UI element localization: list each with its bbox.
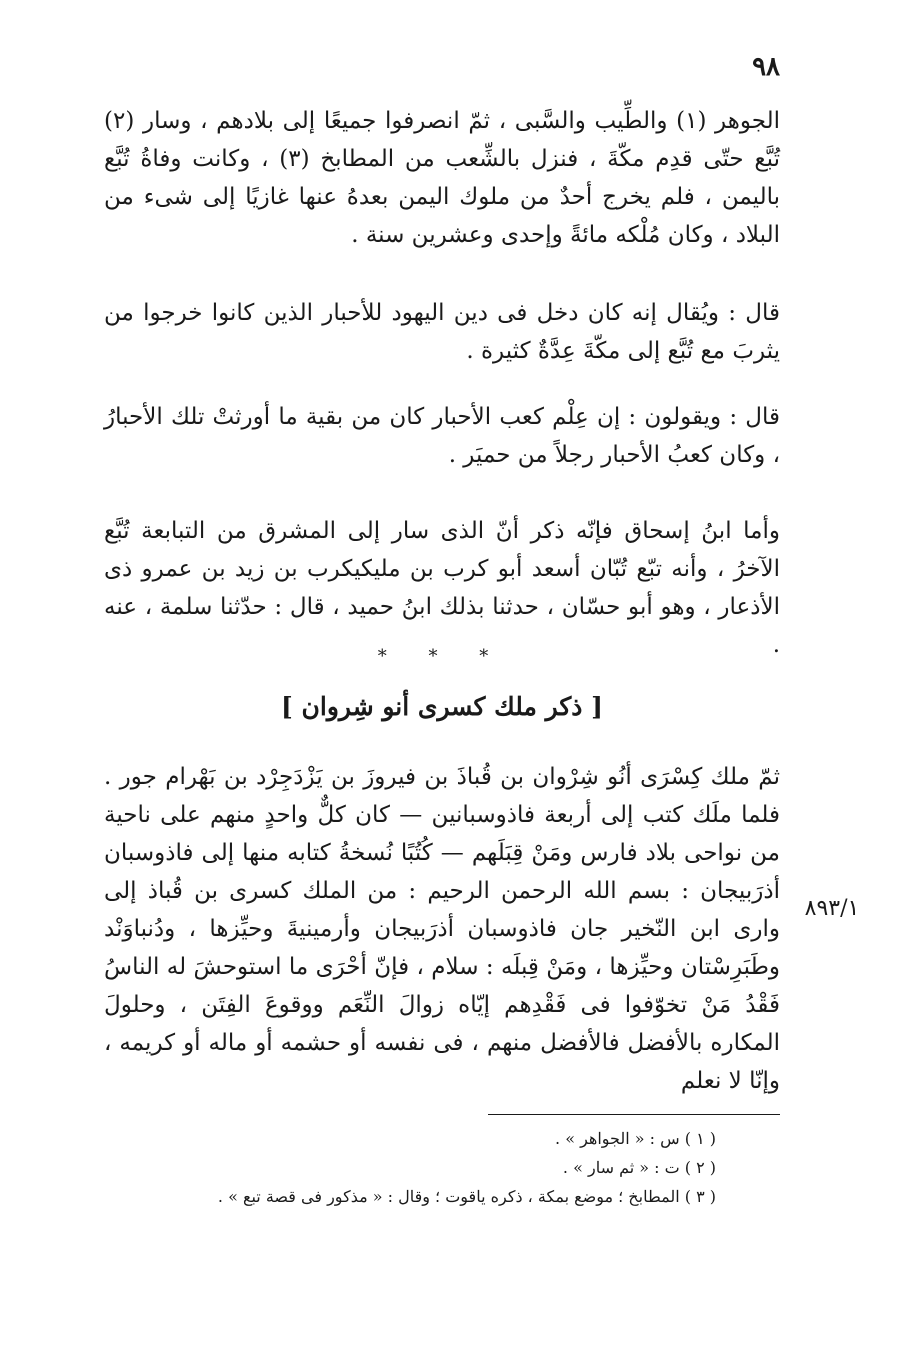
paragraph-kaab-al-ahbar: قال : ويقولون : إن عِلْم كعب الأحبار كان من بقية ما أورثتْ تلك الأحبارُ ، وكان كعبُ الأحبار رجلاً من حميَر . — [104, 404, 780, 468]
paragraph-tubba-death: الجوهر (١) والطِّيب والسَّبى ، ثمّ انصرفوا جميعًا إلى بلادهم ، وسار (٢) تُبَّع حتّى قدِم مكّةَ ، فنزل بالشِّعب من المطابخ (٣) ، وكانت وفاةُ تُبَّع باليمن ، فلم يخرج أحدٌ من ملوك اليمن بعدهُ عنها غازيًا إلى شىء من البلاد ، وكان مُلْكه مائةً وإحدى وعشرين سنة . — [104, 108, 780, 248]
footnote-2: ( ٢ ) ت : « ثم سار » . — [562, 1158, 716, 1177]
footnotes — [104, 1124, 716, 1211]
section-separator: * * * — [377, 646, 507, 667]
section-title: [ ذكر ملك كسرى أنو شِروان ] — [281, 692, 603, 721]
footnote-divider — [488, 1114, 780, 1115]
margin-reference-note: ٨٩٣/١ — [804, 896, 860, 921]
footnote-3: ( ٣ ) المطابخ ؛ موضع بمكة ، ذكره ياقوت ؛ وقال : « مذكور فى قصة تبع » . — [217, 1187, 716, 1206]
paragraph-ibn-ishaq: وأما ابنُ إسحاق فإنّه ذكر أنّ الذى سار إلى المشرق من التبابعة تُبَّع الآخرُ ، وأنه تبّع تُبّان أسعد أبو كرب بن مليكيكرب بن زيد بن عمرو ذى الأذعار ، وهو أبو حسّان ، حدثنا بذلك ابنُ حميد ، قال : حدّثنا سلمة ، عنه . — [104, 518, 780, 658]
page-number: ٩٨ — [752, 52, 780, 82]
footnote-1: ( ١ ) س : « الجواهر » . — [555, 1129, 716, 1148]
paragraph-jewish-faith: قال : ويُقال إنه كان دخل فى دين اليهود للأحبار الذين كانوا خرجوا من يثربَ مع تُبَّع إلى مكّةَ عِدَّةٌ كثيرة . — [104, 300, 780, 364]
paragraph-anushirvan: ثمّ ملك كِسْرَى أنُو شِرْوان بن قُباذَ بن فيروزَ بن يَزْدَجِرْد بن بَهْرام جور . فلما ملَك كتب إلى أربعة فاذوسبانين — كان كلٌّ واحدٍ منهم على ناحية من نواحى بلاد فارس ومَنْ قِبَلَهم — كُتُبًا نُسخةُ كتابه منها إلى فاذوسبان أذرَبيجان : بسم الله الرحمن الرحيم : من الملك كسرى بن قُباذ إلى وارى ابن النّخير جان فاذوسبان أذرَبيجان وأرمينيةَ وحيِّزها ، ودُنباوَنْد وطَبَرِسْتان وحيِّزها ، ومَنْ قِبلَه : سلام ، فإنّ أحْرَى ما استوحشَ له الناسُ فَقْدُ مَنْ تخوّفوا فى فَقْدِهم إيّاه زوالَ النِّعَم ووقوعَ الفِتَن ، وحلولَ المكاره بالأفضل فالأفضل منهم ، فى نفسه أو حشمه أو ماله أو كريمه ، وإنّا لا نعلم — [104, 764, 780, 1094]
